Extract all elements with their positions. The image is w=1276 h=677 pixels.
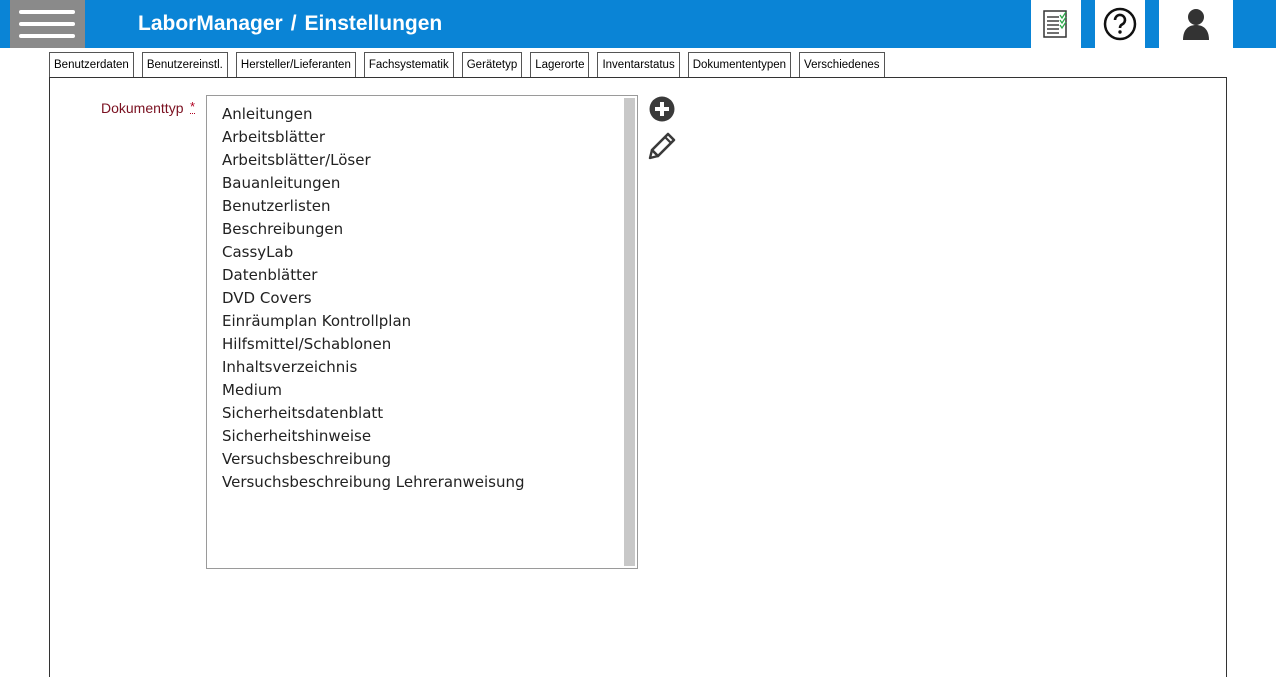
list-item[interactable]: Versuchsbeschreibung: [222, 450, 391, 468]
checklist-button[interactable]: [1031, 0, 1081, 48]
list-item[interactable]: Anleitungen: [222, 105, 313, 123]
help-button[interactable]: [1095, 0, 1145, 48]
tab-dokumententypen[interactable]: Dokumententypen: [688, 52, 791, 79]
list-item[interactable]: Medium: [222, 381, 282, 399]
dokumenttyp-listbox[interactable]: [206, 95, 638, 569]
help-icon: [1103, 7, 1137, 41]
user-icon: [1181, 7, 1211, 41]
list-item[interactable]: Bauanleitungen: [222, 174, 341, 192]
list-item[interactable]: Inhaltsverzeichnis: [222, 358, 358, 376]
title-separator: /: [290, 12, 297, 35]
list-item[interactable]: Einräumplan Kontrollplan: [222, 312, 412, 330]
checklist-icon: [1042, 9, 1070, 39]
dokumenttyp-options: [207, 96, 637, 494]
tab-fachsystematik[interactable]: Fachsystematik: [364, 52, 454, 78]
list-item[interactable]: CassyLab: [222, 243, 294, 261]
app-name: LaborManager: [138, 12, 283, 35]
tab-geraetetyp[interactable]: Gerätetyp: [462, 52, 523, 78]
list-item[interactable]: Benutzerlisten: [222, 197, 331, 215]
hamburger-menu-icon: [19, 10, 75, 14]
tab-lagerorte[interactable]: Lagerorte: [530, 52, 589, 78]
tab-benutzereinstellungen[interactable]: Benutzereinstl.: [142, 52, 228, 78]
list-item[interactable]: Arbeitsblätter/Löser: [222, 151, 371, 169]
edit-dokumenttyp-button[interactable]: [646, 131, 678, 161]
list-item[interactable]: Arbeitsblätter: [222, 128, 326, 146]
tab-benutzerdaten[interactable]: Benutzerdaten: [49, 52, 134, 78]
user-button[interactable]: [1159, 0, 1233, 48]
hamburger-menu-icon-bar: [19, 34, 75, 38]
list-item[interactable]: Beschreibungen: [222, 220, 344, 238]
plus-circle-icon: [649, 96, 675, 122]
list-item[interactable]: DVD Covers: [222, 289, 312, 307]
hamburger-menu-button[interactable]: [10, 0, 85, 48]
app-header: [0, 0, 1276, 48]
tab-verschiedenes[interactable]: Verschiedenes: [799, 52, 884, 78]
section-name: Einstellungen: [304, 12, 443, 35]
required-marker: *: [190, 99, 196, 114]
list-item[interactable]: Hilfsmittel/Schablonen: [222, 335, 392, 353]
list-item[interactable]: Versuchsbeschreibung Lehreranweisung: [222, 473, 525, 491]
hamburger-menu-icon-bar: [19, 22, 75, 26]
page-title: [138, 12, 442, 38]
add-dokumenttyp-button[interactable]: [648, 95, 676, 123]
dokumenttyp-label: Dokumenttyp: [101, 100, 184, 116]
listbox-scrollbar[interactable]: [624, 98, 635, 566]
tab-inventarstatus[interactable]: Inventarstatus: [597, 52, 679, 78]
pencil-icon: [647, 131, 677, 161]
list-item[interactable]: Sicherheitsdatenblatt: [222, 404, 384, 422]
list-item[interactable]: Datenblätter: [222, 266, 318, 284]
settings-tabs: [49, 52, 893, 78]
list-item[interactable]: Sicherheitshinweise: [222, 427, 372, 445]
tab-hersteller-lieferanten[interactable]: Hersteller/Lieferanten: [236, 52, 356, 78]
